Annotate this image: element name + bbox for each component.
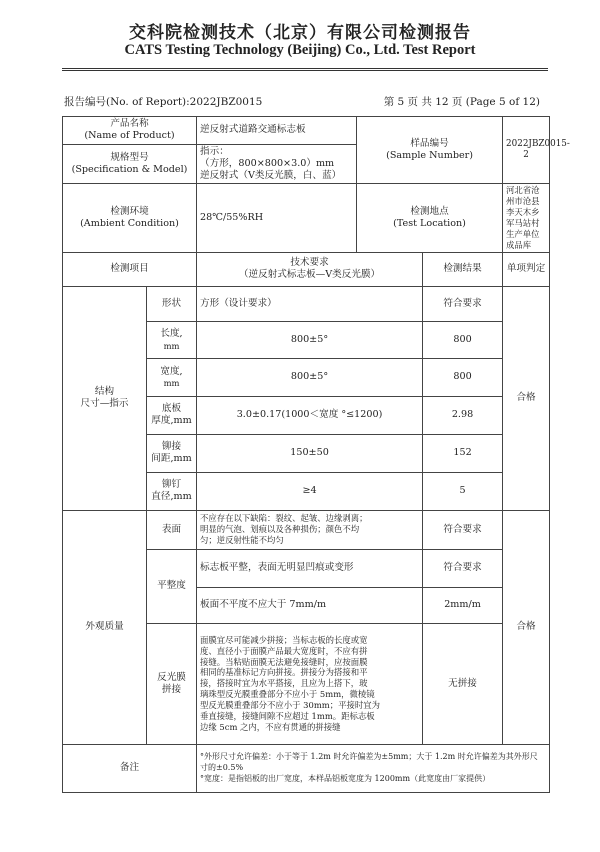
remarks-label: 备注: [63, 744, 197, 792]
spec-label: 规格型号 (Specification & Model): [63, 144, 197, 184]
col-item: 检测项目: [63, 252, 197, 286]
result-shape: 符合要求: [423, 286, 503, 321]
result-rivet-spacing: 152: [423, 434, 503, 472]
sample-number-value: 2022JBZ0015-2: [503, 117, 550, 184]
item-film-splice: 反光膜 拼接: [147, 623, 197, 744]
result-length: 800: [423, 321, 503, 358]
result-surface: 符合要求: [423, 510, 503, 549]
title-divider: [62, 68, 548, 69]
requirement-flatness-2: 板面不平度不应大于 7mm/m: [197, 587, 423, 623]
product-value: 逆反射式道路交通标志板: [197, 117, 357, 145]
page-indicator: 第 5 页 共 12 页 (Page 5 of 12): [383, 96, 540, 108]
product-label: 产品名称 (Name of Product): [63, 117, 197, 145]
result-film-splice: 无拼接: [423, 623, 503, 744]
remarks-text: °外形尺寸允许偏差：小于等于 1.2m 时允许偏差为±5mm；大于 1.2m 时允许偏差为其外形尺 寸的±0.5% °宽度：是指铝板的出厂宽度，本样品铝板宽度为 1200mm（此宽度由厂家提供）: [197, 744, 550, 792]
environment-label: 检测环境 (Ambient Condition): [63, 184, 197, 253]
item-flatness: 平整度: [147, 549, 197, 623]
requirement-shape: 方形（设计要求）: [197, 286, 423, 321]
spec-value: 指示： （方形，800×800×3.0）mm 逆反射式（Ⅴ类反光膜，白、蓝）: [197, 144, 357, 184]
requirement-film-splice: 面膜宜尽可能减少拼接；当标志板的长度或宽 度、直径小于面膜产品最大宽度时，不应有拼 接缝。当粘贴面膜无法避免接缝时，应按面膜 相同的基准标记方向拼接。拼接分为搭接和平 接，搭接时宜为水平搭接，且应为上搭下，玻 璃珠型反光膜重叠部分不应小于 5mm，微棱镜 型反光膜重叠部分不应小于 30mm；平接时宜为 垂直接缝，接缝间隙不应超过 1mm。距标志板 边缘 5cm 之内，不应有贯通的拼接缝: [197, 623, 423, 744]
requirement-flatness-1: 标志板平整，表面无明显凹痕或变形: [197, 549, 423, 587]
location-label: 检测地点 (Test Location): [357, 184, 503, 253]
item-shape: 形状: [147, 286, 197, 321]
requirement-length: 800±5°: [197, 321, 423, 358]
location-value: 河北省沧州市沧县李天木乡军马站村生产单位成品库: [503, 184, 550, 253]
structure-group-label: 结构 尺寸—指示: [63, 286, 147, 510]
sample-number-label: 样品编号 (Sample Number): [357, 117, 503, 184]
report-title-en: CATS Testing Technology (Beijing) Co., Ltd. Test Report: [124, 42, 476, 58]
requirement-thickness: 3.0±0.17(1000＜宽度 °≤1200): [197, 396, 423, 434]
result-rivet-diameter: 5: [423, 472, 503, 510]
item-rivet-spacing: 铆接 间距,mm: [147, 434, 197, 472]
appearance-judgment: 合格: [503, 510, 550, 744]
report-title-cn: 交科院检测技术（北京）有限公司检测报告: [129, 23, 471, 43]
requirement-rivet-diameter: ≥4: [197, 472, 423, 510]
col-judgment: 单项判定: [503, 252, 550, 286]
item-surface: 表面: [147, 510, 197, 549]
result-flatness-2: 2mm/m: [423, 587, 503, 623]
result-flatness-1: 符合要求: [423, 549, 503, 587]
item-length: 长度, mm: [147, 321, 197, 358]
structure-judgment: 合格: [503, 286, 550, 510]
remarks-row: [63, 744, 550, 792]
info-row-environment: [63, 184, 550, 253]
report-number: 报告编号(No. of Report):2022JBZ0015: [64, 96, 263, 108]
col-requirement: 技术要求 （逆反射式标志板—Ⅴ类反光膜）: [197, 252, 423, 286]
requirement-rivet-spacing: 150±50: [197, 434, 423, 472]
requirement-width: 800±5°: [197, 358, 423, 396]
requirement-surface: 不应存在以下缺陷：裂纹、起皱、边缘剥离； 明显的气泡、划痕以及各种损伤；颜色不均 匀；逆反射性能不均匀: [197, 510, 423, 549]
title-divider-2: [62, 70, 548, 71]
item-rivet-diameter: 铆钉 直径,mm: [147, 472, 197, 510]
test-report-table: [62, 116, 570, 793]
appearance-group-label: 外观质量: [63, 510, 147, 744]
result-width: 800: [423, 358, 503, 396]
result-thickness: 2.98: [423, 396, 503, 434]
table-row: [63, 286, 550, 321]
environment-value: 28℃/55%RH: [197, 184, 357, 253]
table-row: [63, 510, 550, 549]
item-width: 宽度, mm: [147, 358, 197, 396]
info-row-product: [63, 117, 550, 145]
item-thickness: 底板 厚度,mm: [147, 396, 197, 434]
column-header-row: [63, 252, 550, 286]
col-result: 检测结果: [423, 252, 503, 286]
